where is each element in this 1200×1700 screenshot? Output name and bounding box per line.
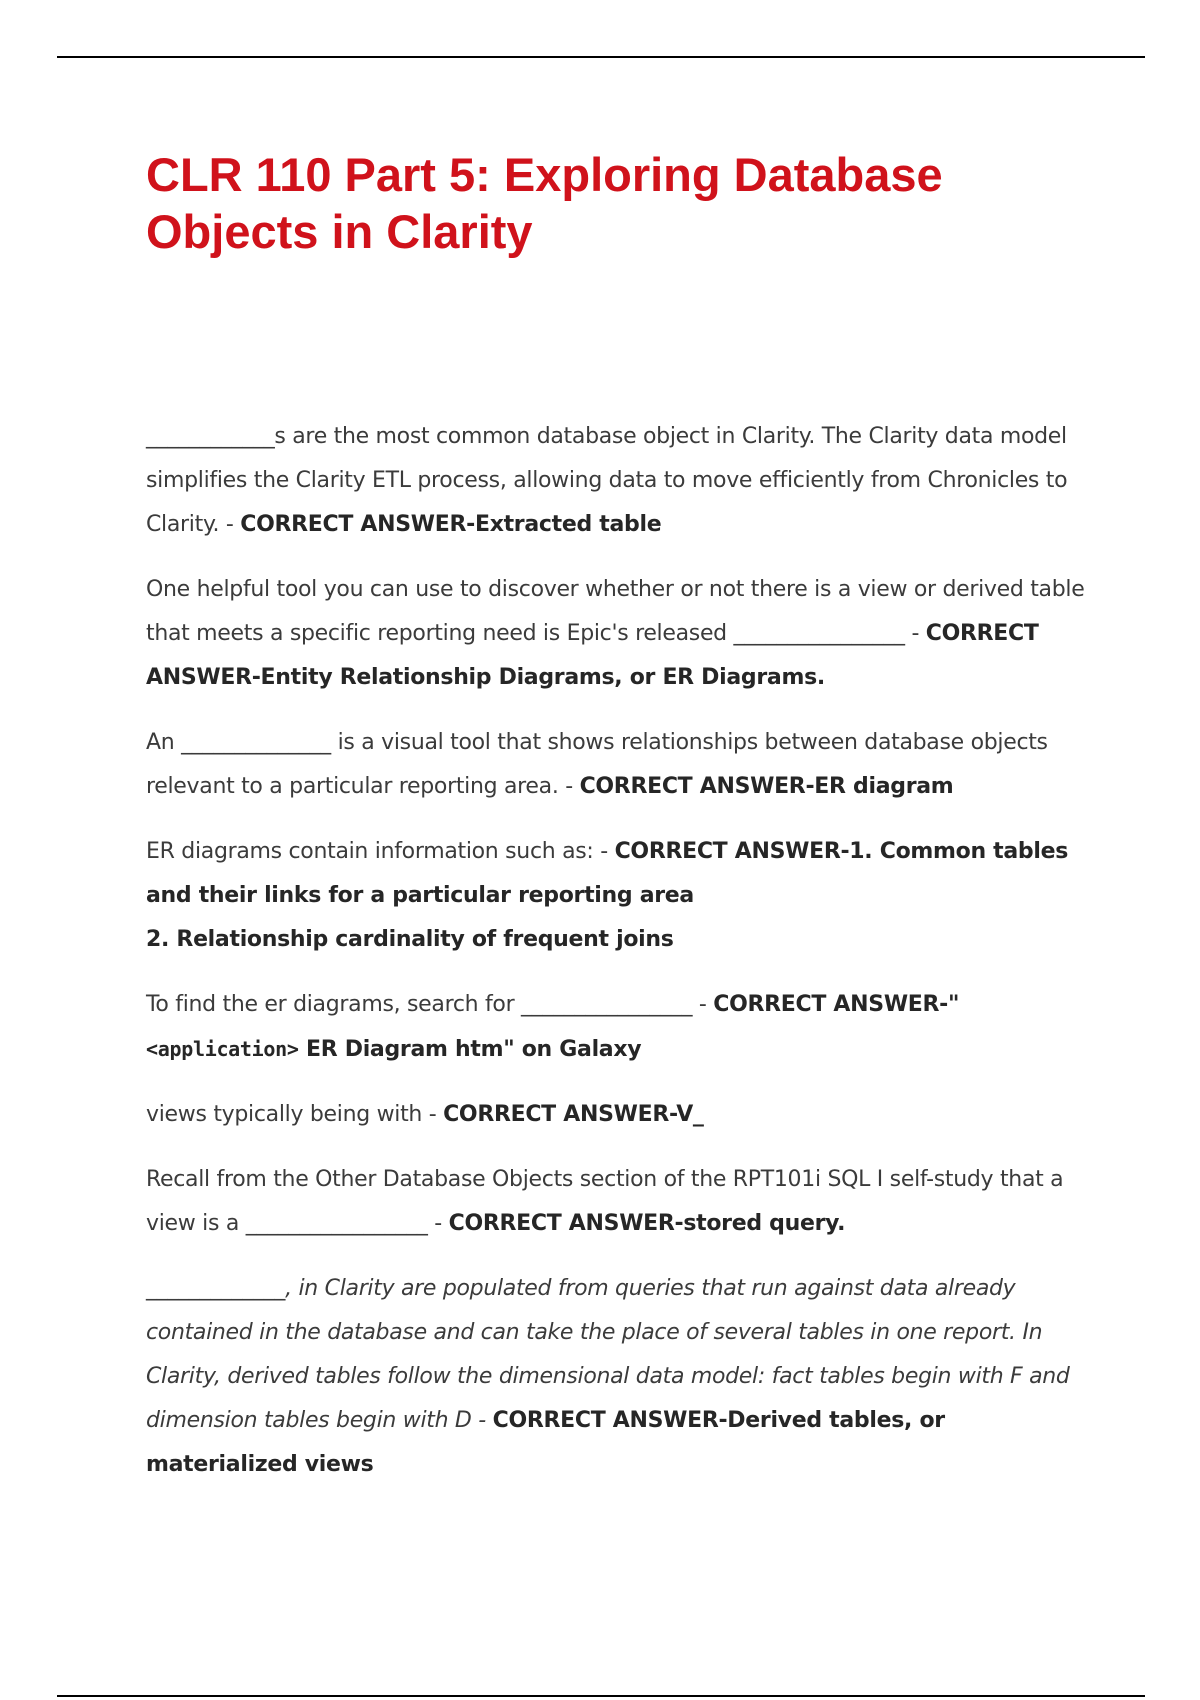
answer-text: CORRECT ANSWER-stored query. bbox=[448, 1211, 846, 1236]
answer-code: <application> bbox=[146, 1037, 299, 1061]
qa-list bbox=[146, 415, 1096, 1508]
question-text: One helpful tool you can use to discover whether or not there is a view or derived table that meets a specific reporting need is Epic's released ________________ - bbox=[146, 577, 1085, 646]
question-text: ____________s are the most common database object in Clarity. The Clarity data model simplifies the Clarity ETL process, allowing data to move efficiently from Chronicles to Clarity. - bbox=[146, 424, 1068, 537]
qa-item bbox=[146, 415, 1096, 547]
answer-text: CORRECT ANSWER-Extracted table bbox=[240, 512, 662, 537]
answer-line-2: 2. Relationship cardinality of frequent joins bbox=[146, 927, 674, 952]
question-text: An ______________ is a visual tool that shows relationships between database objects relevant to a particular reporting area. - bbox=[146, 730, 1048, 799]
bottom-rule bbox=[57, 1695, 1145, 1697]
qa-item bbox=[146, 983, 1096, 1072]
answer-text: CORRECT ANSWER-ER diagram bbox=[579, 774, 954, 799]
question-text: views typically being with - bbox=[146, 1102, 437, 1127]
answer-line-1: CORRECT ANSWER-1. Common tables and their links for a particular reporting area bbox=[146, 839, 1069, 908]
qa-item bbox=[146, 830, 1096, 962]
question-text: To find the er diagrams, search for ________________ - bbox=[146, 992, 707, 1017]
answer-prefix: CORRECT ANSWER-" bbox=[713, 992, 960, 1017]
qa-item bbox=[146, 721, 1096, 809]
qa-item bbox=[146, 1158, 1096, 1246]
question-text: Recall from the Other Database Objects section of the RPT101i SQL I self-study that a view is a _________________ - bbox=[146, 1167, 1064, 1236]
question-text: ER diagrams contain information such as: - bbox=[146, 839, 608, 864]
answer-suffix: ER Diagram htm" on Galaxy bbox=[298, 1037, 642, 1062]
answer-text: CORRECT ANSWER-V_ bbox=[443, 1102, 704, 1127]
qa-item bbox=[146, 568, 1096, 700]
question-text: _____________, in Clarity are populated from queries that run against data already contained in the database and can take the place of several tables in one report. In Clarity, derived tables follow the dimensional data model: fact tables begin with F and dimension tables begin with D - bbox=[146, 1276, 1070, 1433]
answer-text: CORRECT ANSWER-Derived tables, or materialized views bbox=[146, 1408, 945, 1477]
top-rule bbox=[57, 56, 1145, 58]
qa-item bbox=[146, 1093, 1096, 1137]
answer-text: CORRECT ANSWER-Entity Relationship Diagrams, or ER Diagrams. bbox=[146, 621, 1039, 690]
qa-item bbox=[146, 1267, 1096, 1487]
document-title: CLR 110 Part 5: Exploring Database Objects in Clarity bbox=[146, 148, 943, 258]
